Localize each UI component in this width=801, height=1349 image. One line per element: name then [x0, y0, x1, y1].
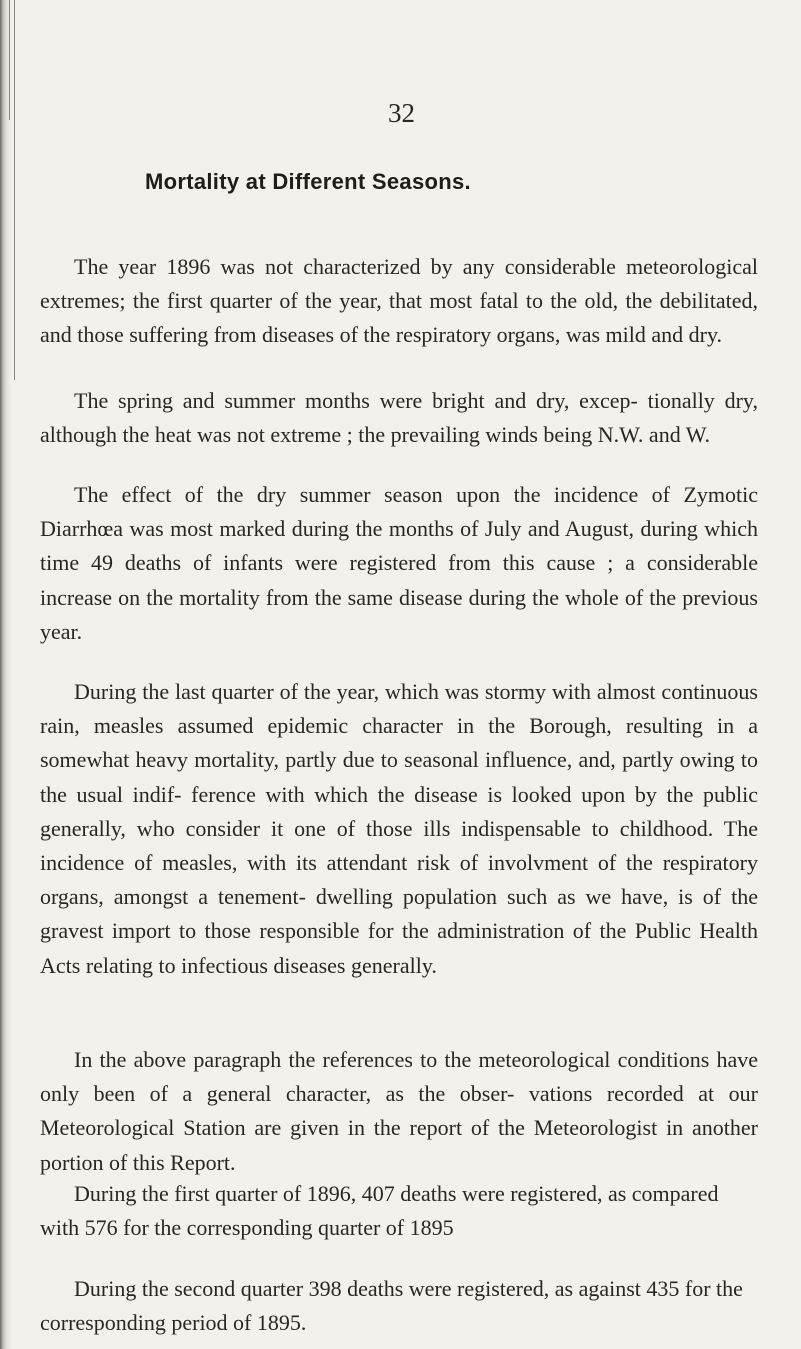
paragraph-first-quarter: During the first quarter of 1896, 407 deaths were registered, as compared with 576 for the corresponding quarter of 1895	[40, 1181, 719, 1241]
page-number: 32	[388, 98, 415, 128]
paragraph-second-quarter: During the second quarter 398 deaths were registered, as against 435 for the corresponding period of 1895.	[40, 1276, 743, 1336]
paragraph-zymotic-diarrhoea: The effect of the dry summer season upon the incidence of Zymotic Diarrhœa was most marked during the months of July and August, during which time 49 deaths of infants were registered from this cause ; a considerable increase on the mortality from the same disease during the whole of the previous year.	[40, 482, 758, 644]
paragraph-spring-summer: The spring and summer months were bright and dry, excep- tionally dry, although the heat was not extreme ; the prevailing winds being N.W. and W.	[40, 388, 758, 448]
binding-line	[9, 0, 10, 120]
paragraph-measles: During the last quarter of the year, which was stormy with almost continuous rain, measles assumed epidemic character in the Borough, resulting in a somewhat heavy mortality, partly due to seasonal influence, and, partly owing to the usual indif- ference with which the disease is looked upon by the public generally, who consider it one of those ills indispensable to childhood. The incidence of measles, with its attendant risk of involvment of the respiratory organs, amongst a tenement- dwelling population such as we have, is of the gravest import to those responsible for the administration of the Public Health Acts relating to infectious diseases generally.	[40, 679, 758, 978]
page-title: Mortality at Different Seasons.	[145, 169, 471, 194]
binding-line	[14, 0, 15, 380]
paragraph-meteorological: In the above paragraph the references to the meteorological conditions have only been of a general character, as the obser- vations recorded at our Meteorological Station are given in the report of the Meteorologist in another portion of this Report.	[40, 1047, 758, 1175]
paragraph-weather-1896: The year 1896 was not characterized by any considerable meteorological extremes; the first quarter of the year, that most fatal to the old, the debilitated, and those suffering from diseases of the respiratory organs, was mild and dry.	[40, 254, 758, 348]
page-binding-edge	[0, 0, 12, 1349]
